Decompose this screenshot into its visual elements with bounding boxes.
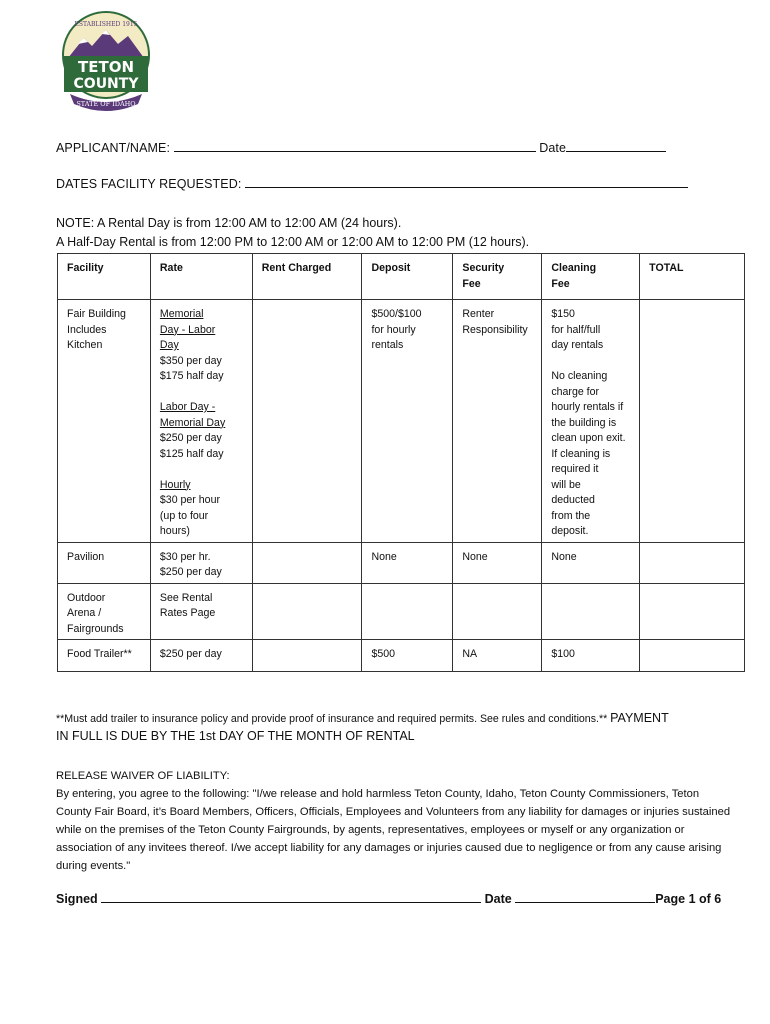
header-security-line1: Security — [462, 262, 505, 274]
fair-security-line1: Renter — [462, 308, 495, 320]
signature-date-label: Date — [484, 892, 512, 906]
county-seal — [56, 10, 156, 118]
fair-deposit-cell — [362, 300, 453, 543]
fair-rate-b-line1: Labor Day - — [159, 401, 216, 413]
food-rate-cell: $250 per day — [150, 640, 252, 672]
fair-facility-cell — [58, 300, 151, 543]
dates-requested-row — [56, 175, 688, 191]
signed-label: Signed — [56, 892, 98, 906]
signature-date-field[interactable] — [515, 890, 655, 903]
arena-rent-charged-cell[interactable] — [252, 583, 362, 640]
food-cleaning-cell: $100 — [542, 640, 640, 672]
fair-facility-line1: Fair Building — [67, 308, 126, 320]
pavilion-rate-line1: $30 per hr. — [159, 550, 211, 563]
pavilion-security-cell: None — [453, 542, 542, 583]
fair-clean-line5: charge for — [551, 385, 600, 398]
arena-total-cell[interactable] — [640, 583, 745, 640]
table-row — [58, 300, 745, 543]
fair-clean-line4: No cleaning — [551, 370, 608, 382]
fair-clean-line6: hourly rentals if — [551, 401, 624, 413]
header-total: TOTAL — [640, 254, 745, 300]
fair-clean-line14: deposit. — [551, 525, 589, 537]
pavilion-deposit-cell: None — [362, 542, 453, 583]
fair-rate-c-line2: $30 per hour — [159, 494, 220, 506]
header-facility: Facility — [58, 254, 151, 300]
header-rent-charged: Rent Charged — [252, 254, 362, 300]
note-rental-day: NOTE: A Rental Day is from 12:00 AM to 12:00 AM (24 hours). — [56, 216, 402, 230]
arena-facility-line1: Outdoor — [67, 591, 106, 604]
note-half-day: A Half-Day Rental is from 12:00 PM to 12:00 AM or 12:00 AM to 12:00 PM (12 hours). — [56, 235, 530, 249]
arena-facility-cell — [58, 583, 151, 640]
fair-facility-line2: Includes — [67, 323, 107, 336]
seal-name-line2: COUNTY — [73, 76, 139, 92]
fair-clean-line11: will be — [551, 478, 581, 491]
header-cleaning-fee — [542, 254, 640, 300]
pavilion-rate-line2: $250 per day — [159, 566, 222, 578]
fair-clean-line1: $150 — [551, 308, 575, 320]
arena-deposit-cell[interactable] — [362, 583, 453, 640]
applicant-label: APPLICANT/NAME: — [56, 141, 171, 155]
header-deposit: Deposit — [362, 254, 453, 300]
dates-requested-label: DATES FACILITY REQUESTED: — [56, 177, 242, 191]
seal-name-line1: TETON — [77, 58, 135, 76]
food-deposit-cell: $500 — [362, 640, 453, 672]
fair-clean-line3: day rentals — [551, 339, 604, 351]
payment-due-note: IN FULL IS DUE BY THE 1st DAY OF THE MONTH OF RENTAL — [56, 729, 415, 743]
arena-security-cell[interactable] — [453, 583, 542, 640]
food-facility-cell: Food Trailer** — [58, 640, 151, 672]
fair-security-cell — [453, 300, 542, 543]
fair-rate-c-line3: (up to four — [159, 509, 209, 522]
food-rent-charged-cell[interactable] — [252, 640, 362, 672]
waiver-body: By entering, you agree to the following: "I/we release and hold harmless Teton County, Idaho, Teton County Commissioners, Teton County Fair Board, it’s Board Members, Officers, Officials, Employees and Volunteers from any liability for damages or injuries sustained while on the premises of the Teton County Fairgrounds, by agents, representatives, employees or myself or any organization or association of any invitees thereof. I/we accept liability for any damages or injuries caused due to negligence or from any cause arising during events." — [56, 788, 731, 872]
arena-rate-cell — [150, 583, 252, 640]
fair-clean-line12: deducted — [551, 494, 595, 506]
signature-field[interactable] — [101, 890, 481, 903]
food-total-cell[interactable] — [640, 640, 745, 672]
pavilion-rate-cell — [150, 542, 252, 583]
fair-facility-line3: Kitchen — [67, 339, 103, 351]
fair-total-cell[interactable] — [640, 300, 745, 543]
header-rate: Rate — [150, 254, 252, 300]
pavilion-cleaning-cell: None — [542, 542, 640, 583]
fair-clean-line2: for half/full — [551, 323, 601, 336]
fair-rate-a-line1: Memorial — [159, 308, 204, 320]
seal-banner-text: STATE OF IDAHO — [76, 100, 136, 108]
teton-county-logo — [56, 10, 156, 118]
pavilion-rent-charged-cell[interactable] — [252, 542, 362, 583]
fair-clean-line10: required it — [551, 463, 599, 475]
fair-deposit-line3: rentals — [371, 339, 404, 351]
page-number: Page 1 of 6 — [655, 892, 722, 906]
fair-clean-line8: clean upon exit. — [551, 432, 626, 444]
fair-rate-a-line4: $350 per day — [159, 354, 222, 367]
header-security-line2: Fee — [462, 277, 481, 290]
fair-rate-a-line3: Day — [159, 339, 179, 351]
table-row — [58, 640, 745, 672]
arena-facility-line2: Arena / — [67, 607, 102, 619]
dates-requested-field[interactable] — [245, 175, 688, 188]
waiver-title: RELEASE WAIVER OF LIABILITY: — [56, 770, 230, 782]
arena-facility-line3: Fairgrounds — [67, 622, 124, 635]
fair-clean-line7: the building is — [551, 416, 617, 429]
fair-rate-b-line2: Memorial Day — [159, 416, 226, 429]
fair-rate-a-line5: $175 half day — [159, 370, 224, 382]
fair-rate-c-line4: hours) — [159, 525, 190, 537]
fair-deposit-line2: for hourly — [371, 323, 416, 336]
fair-rate-b-line4: $125 half day — [159, 447, 224, 460]
arena-rate-line2: Rates Page — [159, 607, 216, 619]
insurance-note — [56, 711, 669, 725]
fair-security-line2: Responsibility — [462, 323, 528, 336]
insurance-note-text: **Must add trailer to insurance policy and provide proof of insurance and required permits. See rules and conditions.** — [56, 713, 608, 725]
fair-clean-line9: If cleaning is — [551, 447, 611, 460]
fair-rate-c-line1: Hourly — [159, 478, 191, 491]
table-row — [58, 583, 745, 640]
header-security-fee — [453, 254, 542, 300]
header-cleaning-line2: Fee — [551, 277, 570, 290]
seal-top-text: ESTABLISHED 1915 — [74, 21, 138, 28]
date-field[interactable] — [566, 139, 666, 152]
fair-rate-b-line3: $250 per day — [159, 432, 222, 444]
signature-row — [56, 890, 721, 906]
fair-rate-a-line2: Day - Labor — [159, 323, 216, 336]
arena-rate-line1: See Rental — [159, 591, 213, 604]
fair-rate-cell — [150, 300, 252, 543]
pavilion-total-cell[interactable] — [640, 542, 745, 583]
fair-cleaning-cell — [542, 300, 640, 543]
pavilion-facility-cell: Pavilion — [58, 542, 151, 583]
fair-clean-line13: from the — [551, 509, 591, 522]
fair-rent-charged-cell[interactable] — [252, 300, 362, 543]
header-cleaning-line1: Cleaning — [551, 262, 597, 274]
table-header-row — [58, 254, 745, 300]
food-security-cell: NA — [453, 640, 542, 672]
table-row — [58, 542, 745, 583]
fair-deposit-line1: $500/$100 — [371, 308, 422, 320]
payment-word: PAYMENT — [610, 711, 669, 725]
date-label: Date — [539, 141, 566, 155]
rental-rates-table — [57, 253, 745, 672]
applicant-row — [56, 139, 666, 155]
arena-cleaning-cell[interactable] — [542, 583, 640, 640]
applicant-name-field[interactable] — [174, 139, 536, 152]
